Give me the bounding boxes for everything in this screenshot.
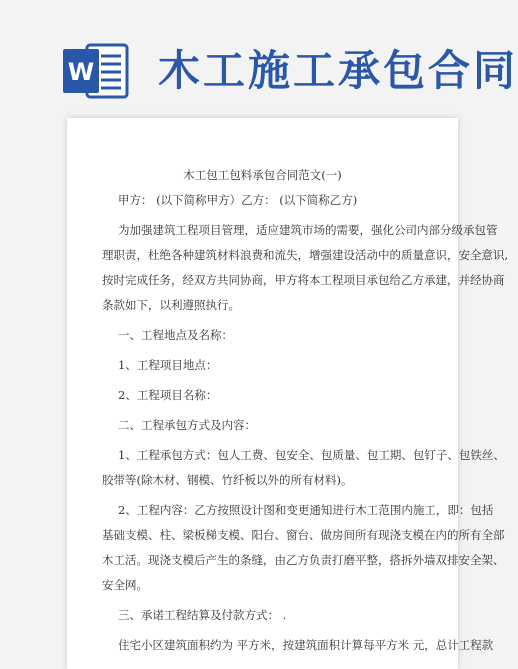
paragraph-line: 木工活。现浇支模后产生的条缝，由乙方负责打磨平整，搭拆外墙双排安全架、 bbox=[102, 553, 505, 567]
word-document-icon bbox=[63, 43, 129, 99]
paragraph-line: 胶带等(除木材、钢模、竹纤板以外的所有材料)。 bbox=[102, 473, 353, 487]
party-line: 甲方： (以下简称甲方）乙方： (以下简称乙方) bbox=[118, 193, 358, 207]
paragraph-line: 按时完成任务，经双方共同协商，甲方将本工程项目承包给乙方承建，并经协商 bbox=[102, 273, 505, 287]
paragraph-line: 理职责，杜绝各种建筑材料浪费和流失，增强建设活动中的质量意识，安全意识, bbox=[102, 248, 509, 262]
section-heading: 一、工程地点及名称： bbox=[118, 328, 233, 342]
document-page bbox=[67, 118, 509, 669]
paragraph-line: 住宅小区建筑面积约为 平方米，按建筑面积计算每平方米 元，总计工程款 bbox=[118, 638, 494, 652]
paragraph-line: 1、工程承包方式：包人工费、包安全、包质量、包工期、包钉子、包铁丝、 bbox=[118, 448, 505, 462]
paragraph-line: 安全网。 bbox=[102, 578, 148, 592]
paragraph-line: 2、工程内容：乙方按照设计图和变更通知进行木工范围内施工，即：包括 bbox=[118, 503, 494, 517]
paragraph-line: 1、工程项目地点： bbox=[118, 358, 218, 372]
document-title: 木工包工包料承包合同范文(一) bbox=[183, 168, 342, 182]
paragraph-line: 条款如下，以利遵照执行。 bbox=[102, 298, 240, 312]
paragraph-line: 为加强建筑工程项目管理，适应建筑市场的需要，强化公司内部分级承包管 bbox=[118, 223, 498, 237]
word-icon-letter: W bbox=[67, 58, 95, 86]
header-banner bbox=[0, 0, 518, 105]
paragraph-line: 基础支模、柱、梁板梯支模、阳台、窗台、做房间所有现浇支模在内的所有全部 bbox=[102, 528, 505, 542]
paragraph-line: 2、工程项目名称： bbox=[118, 388, 218, 402]
page-title: 木工施工承包合同 bbox=[158, 46, 518, 95]
section-heading: 二、工程承包方式及内容： bbox=[118, 418, 256, 432]
section-heading: 三、承诺工程结算及付款方式： . bbox=[118, 608, 287, 622]
